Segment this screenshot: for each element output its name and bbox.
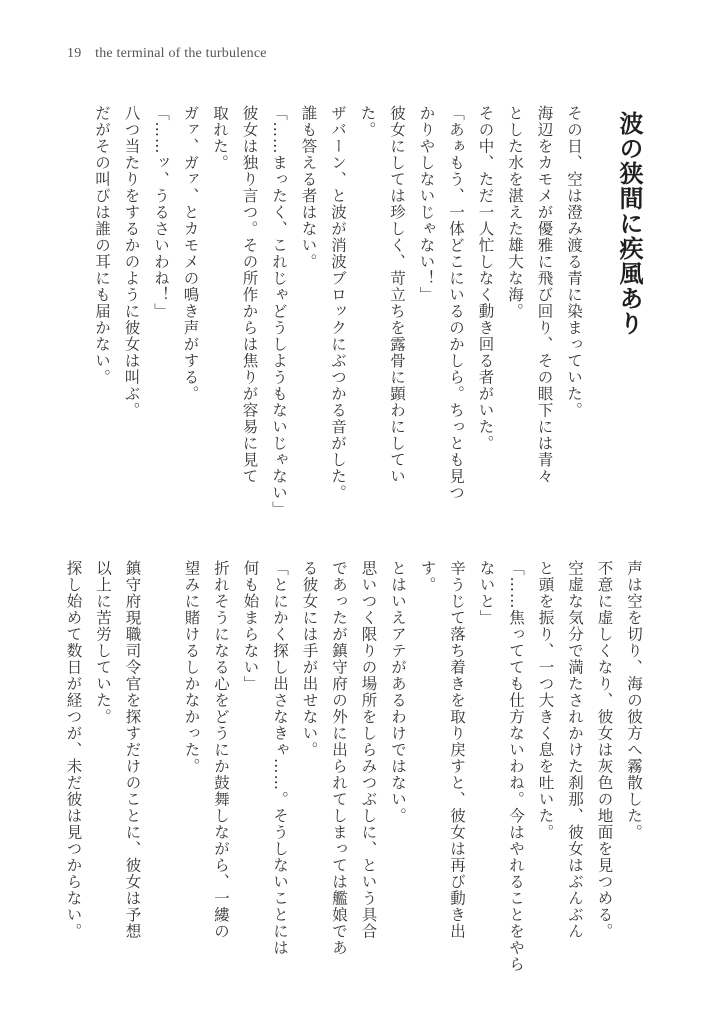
text-line: 「……ッ、うるさいわね！」: [152, 105, 170, 320]
text-line: 不意に虚しくなり、彼女は灰色の地面を見つめる。: [595, 560, 614, 940]
text-line: 声は空を切り、海の彼方へ霧散した。: [625, 560, 643, 841]
text-line: 折れそうになる心をどうにか鼓舞しながら、一縷の: [212, 560, 230, 940]
text-line: とした水を湛えた雄大な海。: [506, 105, 524, 320]
chapter-title: 波の狭間に疾風あり: [615, 111, 644, 336]
text-line: 空虚な気分で満たされかけた刹那、彼女はぶんぶん: [566, 560, 584, 940]
text-line: る彼女には手が出せない。: [300, 560, 319, 758]
text-line: 鎮守府現職司令官を探すだけのことに、彼女は予想: [123, 560, 142, 940]
text-line: であったが鎮守府の外に出られてしまっては艦娘であ: [330, 560, 348, 956]
text-line: た。: [358, 105, 377, 138]
text-line: ザバーン、と波が消波ブロックにぶつかる音がした。: [329, 105, 347, 501]
text-line: 望みに賭けるしかなかった。: [182, 560, 201, 775]
text-line: 思いつく限りの場所をしらみつぶしに、という具合: [359, 560, 378, 940]
text-line: ないと」: [477, 560, 496, 626]
text-line: かりやしないじゃない！」: [417, 105, 436, 303]
text-line: 何も始まらない」: [241, 560, 260, 692]
text-line: ガァ、ガァ、とカモメの鳴き声がする。: [181, 105, 200, 402]
text-line: 彼女は独り言つ。その所作からは焦りが容易に見て: [240, 105, 259, 485]
running-title: the terminal of the turbulence: [95, 46, 267, 61]
text-line: 「とにかく探し出さなきゃ……。そうしないことには: [271, 560, 289, 956]
text-line: [147, 560, 177, 980]
page-number: 19: [67, 46, 82, 61]
text-line: その中、ただ一人忙しなく動き回る者がいた。: [476, 105, 495, 452]
running-header: [67, 46, 267, 62]
text-line: だがその叫びは誰の耳にも届かない。: [93, 105, 111, 386]
text-line: 「……まったく、これじゃどうしようもないじゃない」: [270, 105, 288, 518]
text-line: 「……焦ってても仕方ないわね。今はやれることをやら: [507, 560, 525, 973]
text-line: 辛うじて落ち着きを取り戻すと、彼女は再び動き出: [448, 560, 466, 940]
text-line: 誰も答える者はない。: [299, 105, 318, 270]
text-line: 以上に苦労していた。: [94, 560, 112, 725]
text-line: とはいえアテがあるわけではない。: [389, 560, 407, 824]
top-text-block: [68, 105, 648, 525]
text-line: す。: [418, 560, 437, 593]
bottom-text-block: [64, 560, 648, 980]
text-line: 彼女にしては珍しく、苛立ちを露骨に顕わにしてい: [388, 105, 406, 485]
text-line: 「あぁもう、一体どこにいるのかしら。ちっとも見つ: [447, 105, 465, 501]
text-line: その日、空は澄み渡る青に染まっていた。: [565, 105, 583, 419]
text-line: 八つ当たりをするかのように彼女は叫ぶ。: [122, 105, 141, 419]
text-line: と頭を振り、一つ大きく息を吐いた。: [536, 560, 555, 841]
text-line: 取れた。: [211, 105, 229, 171]
text-line: 探し始めて数日が経つが、未だ彼は見つからない。: [64, 560, 83, 940]
text-line: 海辺をカモメが優雅に飛び回り、その眼下には青々: [535, 105, 554, 485]
